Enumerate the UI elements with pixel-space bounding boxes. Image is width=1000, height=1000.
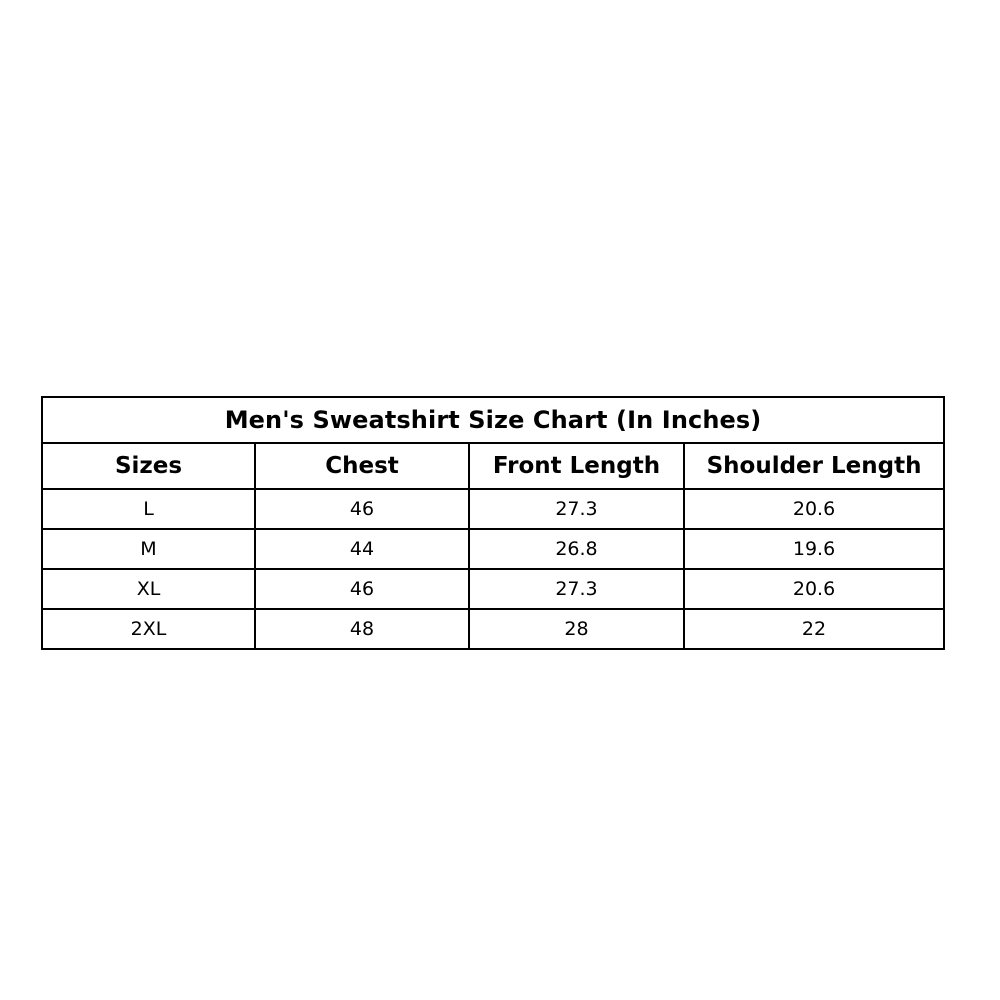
cell-size: M [42, 529, 255, 569]
cell-chest: 48 [255, 609, 469, 649]
table-header-row [42, 443, 944, 489]
cell-shoulder-length: 20.6 [684, 569, 944, 609]
cell-chest: 46 [255, 569, 469, 609]
column-header-shoulder-length: Shoulder Length [684, 443, 944, 489]
cell-shoulder-length: 22 [684, 609, 944, 649]
table-title-row [42, 397, 944, 443]
size-chart-table [41, 396, 945, 650]
cell-front-length: 28 [469, 609, 684, 649]
column-header-sizes: Sizes [42, 443, 255, 489]
cell-front-length: 27.3 [469, 569, 684, 609]
cell-chest: 44 [255, 529, 469, 569]
cell-front-length: 26.8 [469, 529, 684, 569]
table-row [42, 569, 944, 609]
table-row [42, 609, 944, 649]
page-title: Men's Sweatshirt Size Chart (In Inches) [42, 397, 944, 443]
column-header-front-length: Front Length [469, 443, 684, 489]
cell-front-length: 27.3 [469, 489, 684, 529]
cell-size: 2XL [42, 609, 255, 649]
table-row [42, 489, 944, 529]
column-header-chest: Chest [255, 443, 469, 489]
cell-shoulder-length: 19.6 [684, 529, 944, 569]
table-row [42, 529, 944, 569]
cell-size: L [42, 489, 255, 529]
cell-chest: 46 [255, 489, 469, 529]
cell-shoulder-length: 20.6 [684, 489, 944, 529]
cell-size: XL [42, 569, 255, 609]
size-chart-container [41, 396, 943, 650]
